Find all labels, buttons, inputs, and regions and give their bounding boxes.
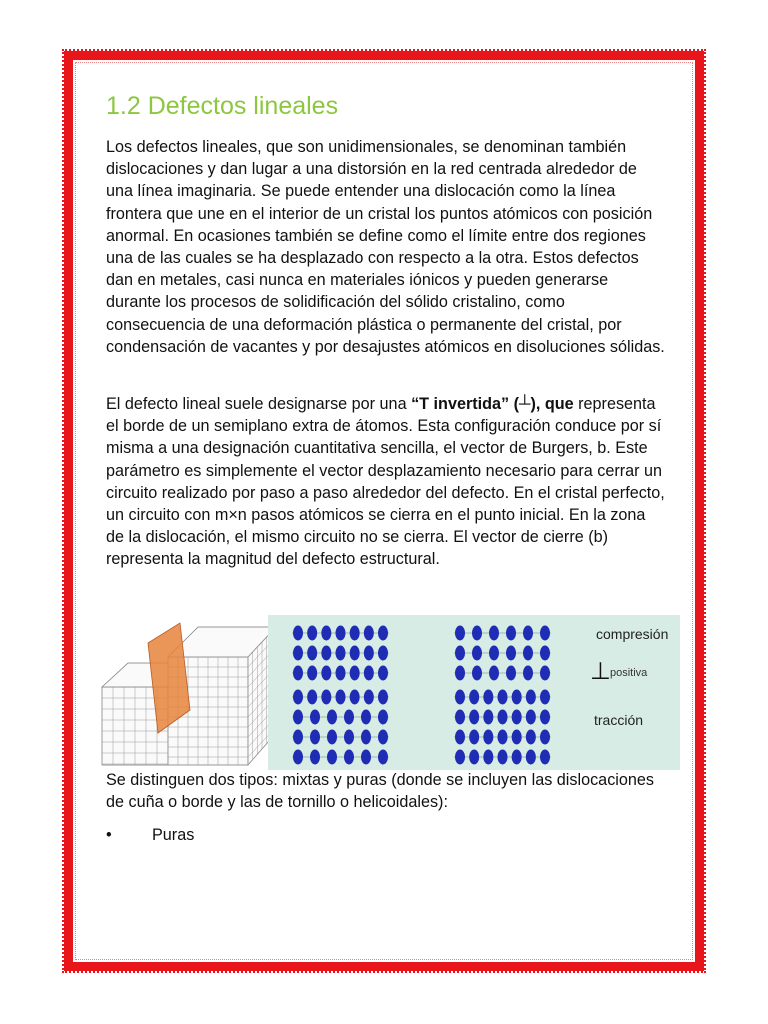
atom: [364, 666, 374, 681]
atom: [378, 710, 388, 725]
atom: [469, 710, 479, 725]
atom: [307, 666, 317, 681]
atom: [540, 666, 550, 681]
inverted-t-phrase: “T invertida” (┴), que: [411, 395, 574, 413]
atom: [483, 730, 493, 745]
list-item: [106, 826, 194, 845]
atom: [293, 710, 303, 725]
atom: [307, 626, 317, 641]
atom: [336, 666, 346, 681]
atom: [526, 710, 536, 725]
atom: [350, 690, 360, 705]
atom: [321, 690, 331, 705]
atom: [293, 626, 303, 641]
atom: [512, 750, 522, 765]
label-dislocation-symbol: ⊥: [590, 657, 611, 685]
atom: [364, 626, 374, 641]
atom: [321, 626, 331, 641]
atom: [310, 710, 320, 725]
atom: [472, 626, 482, 641]
paragraph-burgers-start: El defecto lineal suele designarse por una: [106, 395, 412, 413]
atom: [483, 690, 493, 705]
atom: [455, 710, 465, 725]
atom: [540, 730, 550, 745]
atom: [344, 710, 354, 725]
atom: [512, 710, 522, 725]
atom: [472, 646, 482, 661]
bullet-marker: •: [106, 826, 112, 844]
atom: [361, 750, 371, 765]
atom: [336, 626, 346, 641]
atom: [364, 646, 374, 661]
atom: [523, 646, 533, 661]
atom: [293, 666, 303, 681]
atom: [293, 730, 303, 745]
atom: [469, 750, 479, 765]
atom: [540, 646, 550, 661]
dislocation-figure: [98, 615, 680, 770]
atom: [327, 710, 337, 725]
atom: [350, 646, 360, 661]
atom: [498, 730, 508, 745]
atom: [472, 666, 482, 681]
atom: [512, 730, 522, 745]
atom: [483, 750, 493, 765]
section-title: 1.2 Defectos lineales: [106, 92, 339, 120]
atom: [327, 750, 337, 765]
atom: [455, 646, 465, 661]
atom: [489, 626, 499, 641]
atom: [469, 690, 479, 705]
atom: [293, 646, 303, 661]
atom: [506, 626, 516, 641]
atom: [526, 750, 536, 765]
atom: [540, 690, 550, 705]
paragraph-types: Se distinguen dos tipos: mixtas y puras (donde se incluyen las dislocaciones de cuña o borde y las de tornillo o helicoidales):: [106, 771, 654, 812]
atom: [378, 626, 388, 641]
atom: [455, 750, 465, 765]
atom: [526, 730, 536, 745]
atom: [378, 730, 388, 745]
atom: [321, 646, 331, 661]
atom: [483, 710, 493, 725]
atom: [489, 646, 499, 661]
atom: [378, 690, 388, 705]
label-positive: positiva: [610, 667, 648, 679]
paragraph-burgers: [106, 393, 666, 571]
atom: [540, 750, 550, 765]
atom: [498, 690, 508, 705]
atom: [361, 730, 371, 745]
atom: [310, 750, 320, 765]
atom: [540, 626, 550, 641]
atom: [455, 626, 465, 641]
paragraph-intro: Los defectos lineales, que son unidimensionales, se denominan también dislocaciones y dan lugar a una distorsión en la red centrada alrededor de una línea imaginaria. Se puede entender una dislocación como la línea frontera que une en el interior de un cristal los puntos atómicos con posición anormal. En ocasiones también se define como el límite entre dos regiones una de las cuales se ha desplazado con respecto a la otra. Estos defectos dan en metales, casi nunca en materiales iónicos y pueden generarse durante los procesos de solidificación del sólido cristalino, como consecuencia de una deformación plástica o permanente del cristal, por condensación de vacantes y por desajustes atómicos en disoluciones sólidas.: [106, 138, 665, 356]
atom: [361, 710, 371, 725]
atom: [310, 730, 320, 745]
atom: [498, 750, 508, 765]
atom: [526, 690, 536, 705]
atom: [378, 666, 388, 681]
atom: [523, 626, 533, 641]
atom: [378, 646, 388, 661]
atom: [321, 666, 331, 681]
list-item-label: Puras: [152, 826, 195, 844]
atom: [336, 690, 346, 705]
atom: [327, 730, 337, 745]
atom: [540, 710, 550, 725]
crystal-block-illustration: [98, 615, 276, 770]
atom: [523, 666, 533, 681]
atom: [350, 666, 360, 681]
atom: [336, 646, 346, 661]
label-traction: tracción: [594, 712, 644, 728]
atom: [469, 730, 479, 745]
atom: [307, 690, 317, 705]
atom: [344, 730, 354, 745]
atom: [489, 666, 499, 681]
atom: [293, 690, 303, 705]
atom: [506, 666, 516, 681]
atom: [307, 646, 317, 661]
atom: [455, 666, 465, 681]
atom: [455, 730, 465, 745]
paragraph-burgers-rest: representa el borde de un semiplano extra de átomos. Esta configuración conduce por sí misma a una designación cuantitativa sencilla, el vector de Burgers, b. Este parámetro es simplemente el vector desplazamiento necesario para cerrar un circuito realizado por paso a paso alrededor del defecto. En el cristal perfecto, un circuito con m×n pasos atómicos se cierra en el punto inicial. En la zona de la dislocación, el mismo circuito no se cierra. El vector de cierre (b) representa la magnitud del defecto estructural.: [106, 395, 665, 569]
atom: [506, 646, 516, 661]
atom: [378, 750, 388, 765]
atom: [293, 750, 303, 765]
atom: [455, 690, 465, 705]
atom: [344, 750, 354, 765]
atom: [350, 626, 360, 641]
atom: [512, 690, 522, 705]
atom: [498, 710, 508, 725]
label-compression: compresión: [596, 626, 669, 642]
atom: [364, 690, 374, 705]
